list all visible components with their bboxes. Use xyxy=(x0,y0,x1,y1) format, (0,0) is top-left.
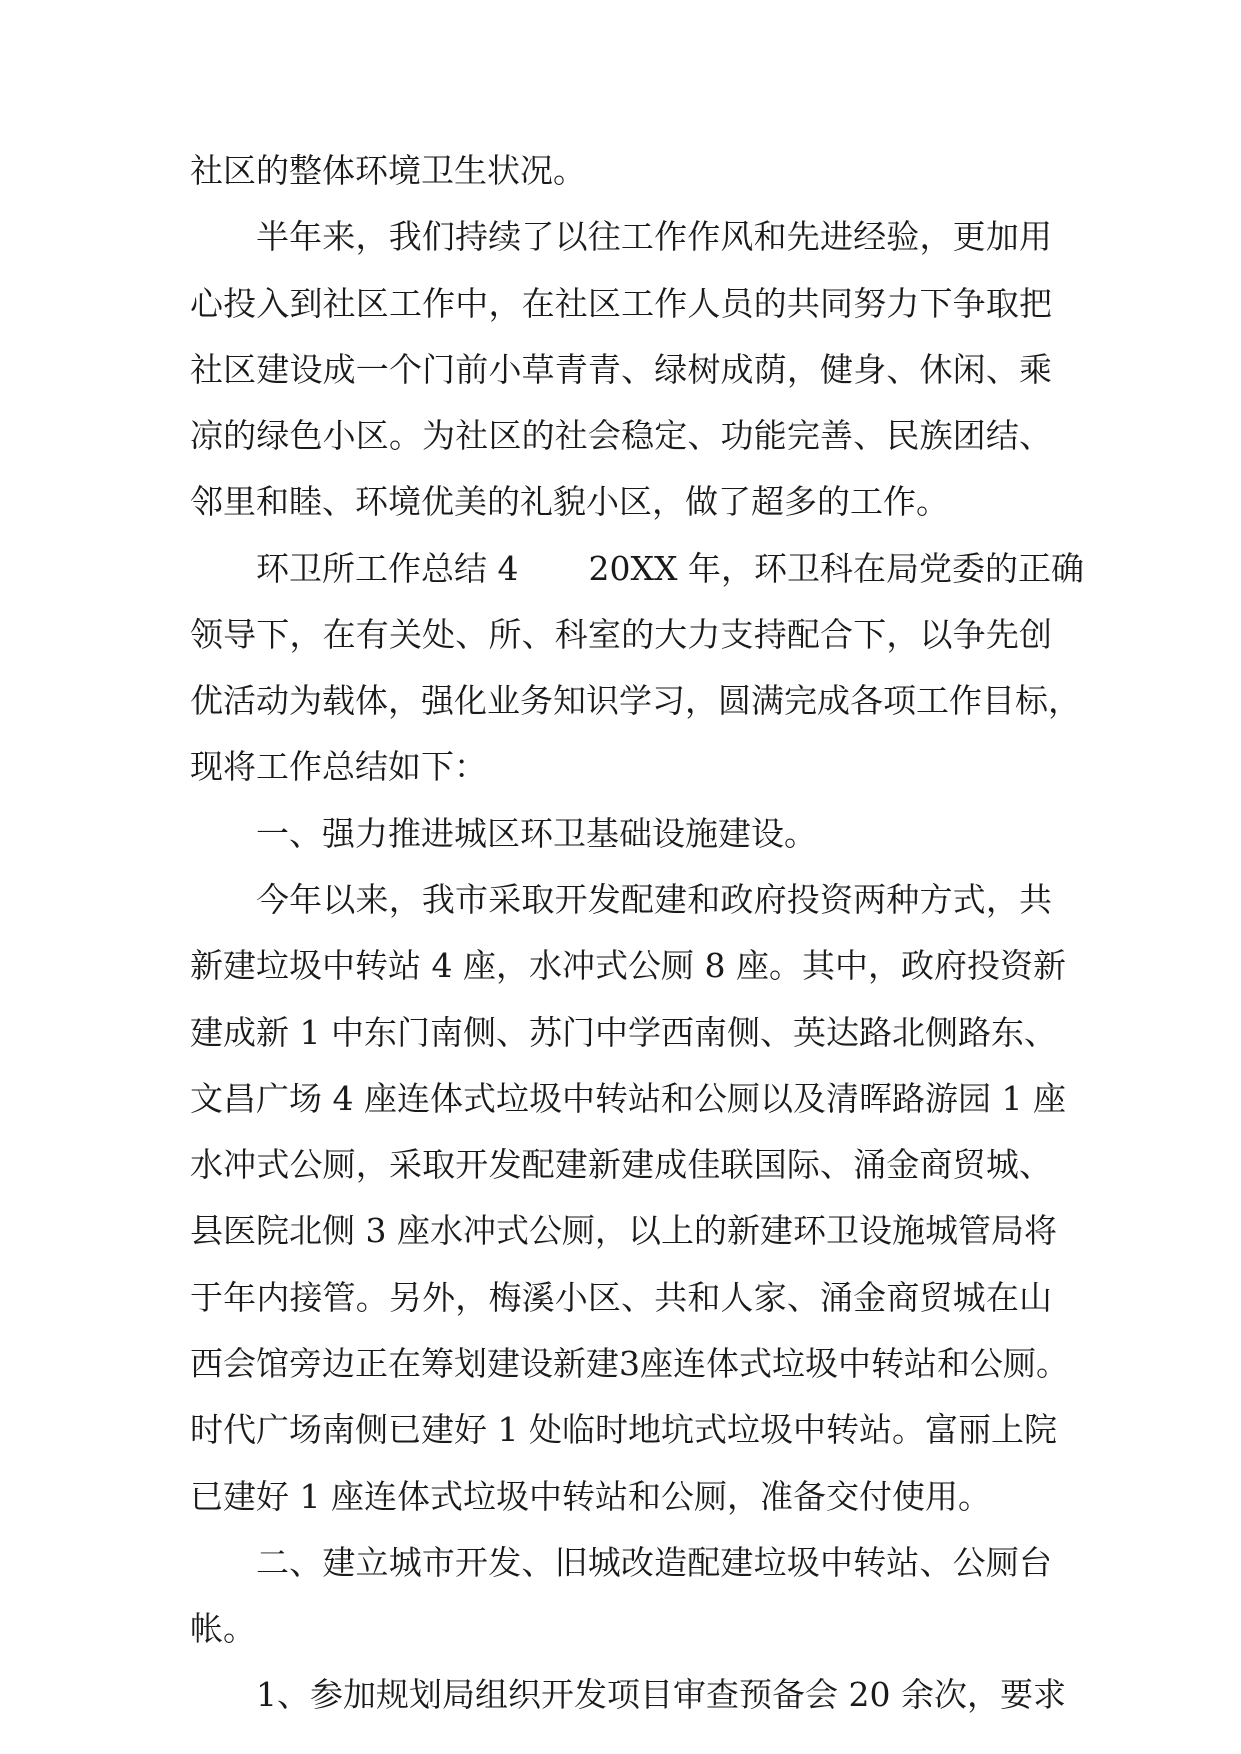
text-line: 文昌广场 4 座连体式垃圾中转站和公厕以及清晖路游园 1 座 xyxy=(190,1079,1066,1118)
text-line: 建成新 1 中东门南侧、苏门中学西南侧、英达路北侧路东、 xyxy=(190,1013,1057,1052)
text-line: 西会馆旁边正在筹划建设新建3座连体式垃圾中转站和公厕。 xyxy=(190,1344,1069,1383)
text-line: 帐。 xyxy=(190,1609,256,1648)
text-line: 现将工作总结如下： xyxy=(190,747,487,786)
text-line: 优活动为载体，强化业务知识学习，圆满完成各项工作目标， xyxy=(190,681,1081,720)
paragraph-first-line xyxy=(256,548,1084,590)
text-line: 社区的整体环境卫生状况。 xyxy=(190,151,586,190)
paragraph-first-line: 1、参加规划局组织开发项目审查预备会 20 余次，要求 xyxy=(256,1675,1066,1714)
text-segment: 20XX 年，环卫科在局党委的正确 xyxy=(588,549,1084,588)
text-line: 凉的绿色小区。为社区的社会稳定、功能完善、民族团结、 xyxy=(190,416,1052,455)
paragraph-first-line: 半年来，我们持续了以往工作作风和先进经验，更加用 xyxy=(256,217,1052,256)
text-line: 新建垃圾中转站 4 座，水冲式公厕 8 座。其中，政府投资新 xyxy=(190,946,1066,985)
text-line: 邻里和睦、环境优美的礼貌小区，做了超多的工作。 xyxy=(190,482,949,521)
text-line: 社区建设成一个门前小草青青、绿树成荫，健身、休闲、乘 xyxy=(190,350,1052,389)
text-line: 时代广场南侧已建好 1 处临时地坑式垃圾中转站。富丽上院 xyxy=(190,1410,1057,1449)
text-line: 县医院北侧 3 座水冲式公厕，以上的新建环卫设施城管局将 xyxy=(190,1211,1057,1250)
section-title: 环卫所工作总结 4 xyxy=(256,549,519,588)
section-heading: 一、强力推进城区环卫基础设施建设。 xyxy=(256,814,817,853)
text-line: 水冲式公厕，采取开发配建新建成佳联国际、涌金商贸城、 xyxy=(190,1145,1052,1184)
paragraph-first-line: 今年以来，我市采取开发配建和政府投资两种方式，共 xyxy=(256,880,1052,919)
text-line: 已建好 1 座连体式垃圾中转站和公厕，准备交付使用。 xyxy=(190,1477,991,1516)
text-line: 领导下，在有关处、所、科室的大力支持配合下，以争先创 xyxy=(190,615,1052,654)
text-line: 心投入到社区工作中，在社区工作人员的共同努力下争取把 xyxy=(190,284,1052,323)
section-heading: 二、建立城市开发、旧城改造配建垃圾中转站、公厕台 xyxy=(256,1543,1052,1582)
text-line: 于年内接管。另外，梅溪小区、共和人家、涌金商贸城在山 xyxy=(190,1278,1052,1317)
